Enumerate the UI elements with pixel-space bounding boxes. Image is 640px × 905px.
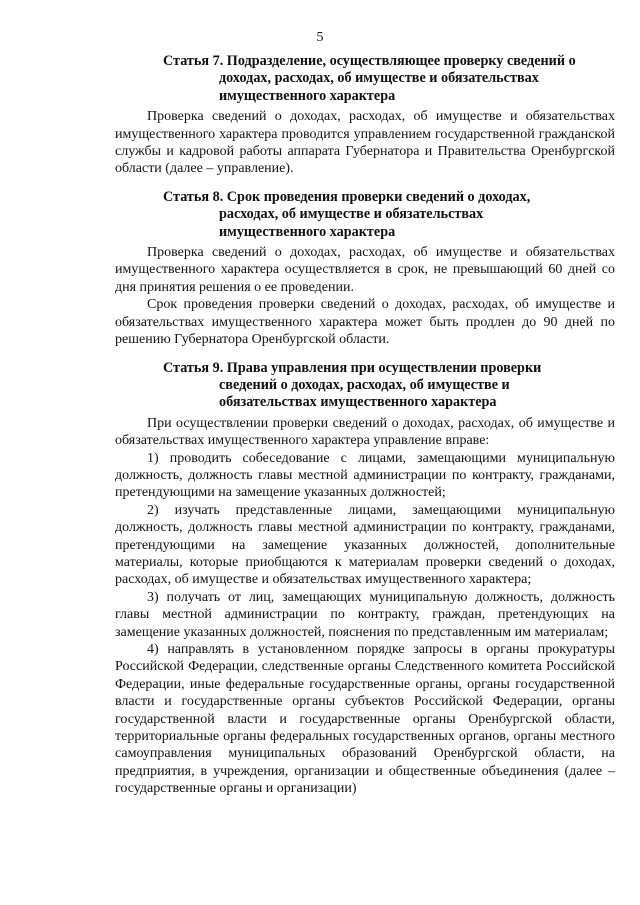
article-9-heading: [115, 360, 615, 412]
article-9-heading-line-3: обязательствах имущественного характера: [219, 394, 497, 411]
article-8-paragraph-2: Срок проведения проверки сведений о доходах, расходах, об имуществе и обязательствах имущественного характера может быть продлен до 90 дней по решению Губернатора Оренбургской области.: [115, 297, 615, 348]
article-8-heading-line-3: имущественного характера: [219, 223, 396, 240]
article-8: [115, 189, 615, 349]
page-number: 5: [316, 30, 324, 45]
page-content: [115, 53, 615, 809]
article-9-item-1: 1) проводить собеседование с лицами, замещающими муниципальную должность, должность главы местной администрации по контракту, гражданами, претендующими на замещение указанных должностей;: [115, 450, 615, 501]
article-9-item-3: 3) получать от лиц, замещающих муниципальную должность, должность главы местной администрации по контракту, граждан, претендующих на замещение указанных должностей, пояснения по представленным им материалам;: [115, 589, 615, 640]
article-7-heading-line-2: доходах, расходах, об имуществе и обязательствах: [219, 70, 539, 87]
article-9-intro-paragraph: При осуществлении проверки сведений о доходах, расходах, об имуществе и обязательствах имущественного характера управление вправе:: [115, 415, 615, 449]
article-7-paragraph-1: Проверка сведений о доходах, расходах, об имуществе и обязательствах имущественного характера проводится управлением государственной гражданской службы и кадровой работы аппарата Губернатора и Правительства Оренбургской области (далее – управление).: [115, 109, 615, 177]
article-9-heading-line-1: Статья 9. Права управления при осуществлении проверки: [163, 359, 542, 376]
article-9-heading-line-2: сведений о доходах, расходах, об имуществе и: [219, 376, 510, 393]
article-7-heading-line-3: имущественного характера: [219, 87, 396, 104]
article-8-paragraph-1: Проверка сведений о доходах, расходах, об имуществе и обязательствах имущественного характера осуществляется в срок, не превышающий 60 дней со дня принятия решения о ее проведении.: [115, 245, 615, 295]
article-9-item-2: 2) изучать представленные лицами, замещающими муниципальную должность, должность главы местной администрации по контракту, гражданами, претендующими на замещение указанных должностей, дополнительные материалы, которые приобщаются к материалам проверки сведений о доходах, расходах, об имуществе и обязательствах имущественного характера;: [115, 502, 615, 588]
article-8-heading-line-2: расходах, об имуществе и обязательствах: [219, 206, 484, 223]
article-9: [115, 360, 615, 798]
article-7-heading: [115, 53, 615, 105]
article-9-item-4: 4) направлять в установленном порядке запросы в органы прокуратуры Российской Федерации, следственные органы Следственного комитета Российской Федерации, иные федеральные государственные органы, органы государственной власти и государственные органы субъектов Российской Федерации, органы государственной власти и государственные органы Оренбургской области, территориальные органы федеральных государственных органов, органы местного самоуправления муниципальных образований Оренбургской области, на предприятия, в учреждения, организации и общественные объединения (далее – государственные органы и организации): [115, 642, 615, 797]
article-7-heading-line-1: Статья 7. Подразделение, осуществляющее проверку сведений о: [163, 53, 576, 69]
article-7: [115, 53, 615, 178]
article-8-heading: [115, 189, 615, 241]
article-8-heading-line-1: Статья 8. Срок проведения проверки сведений о доходах,: [163, 188, 531, 205]
